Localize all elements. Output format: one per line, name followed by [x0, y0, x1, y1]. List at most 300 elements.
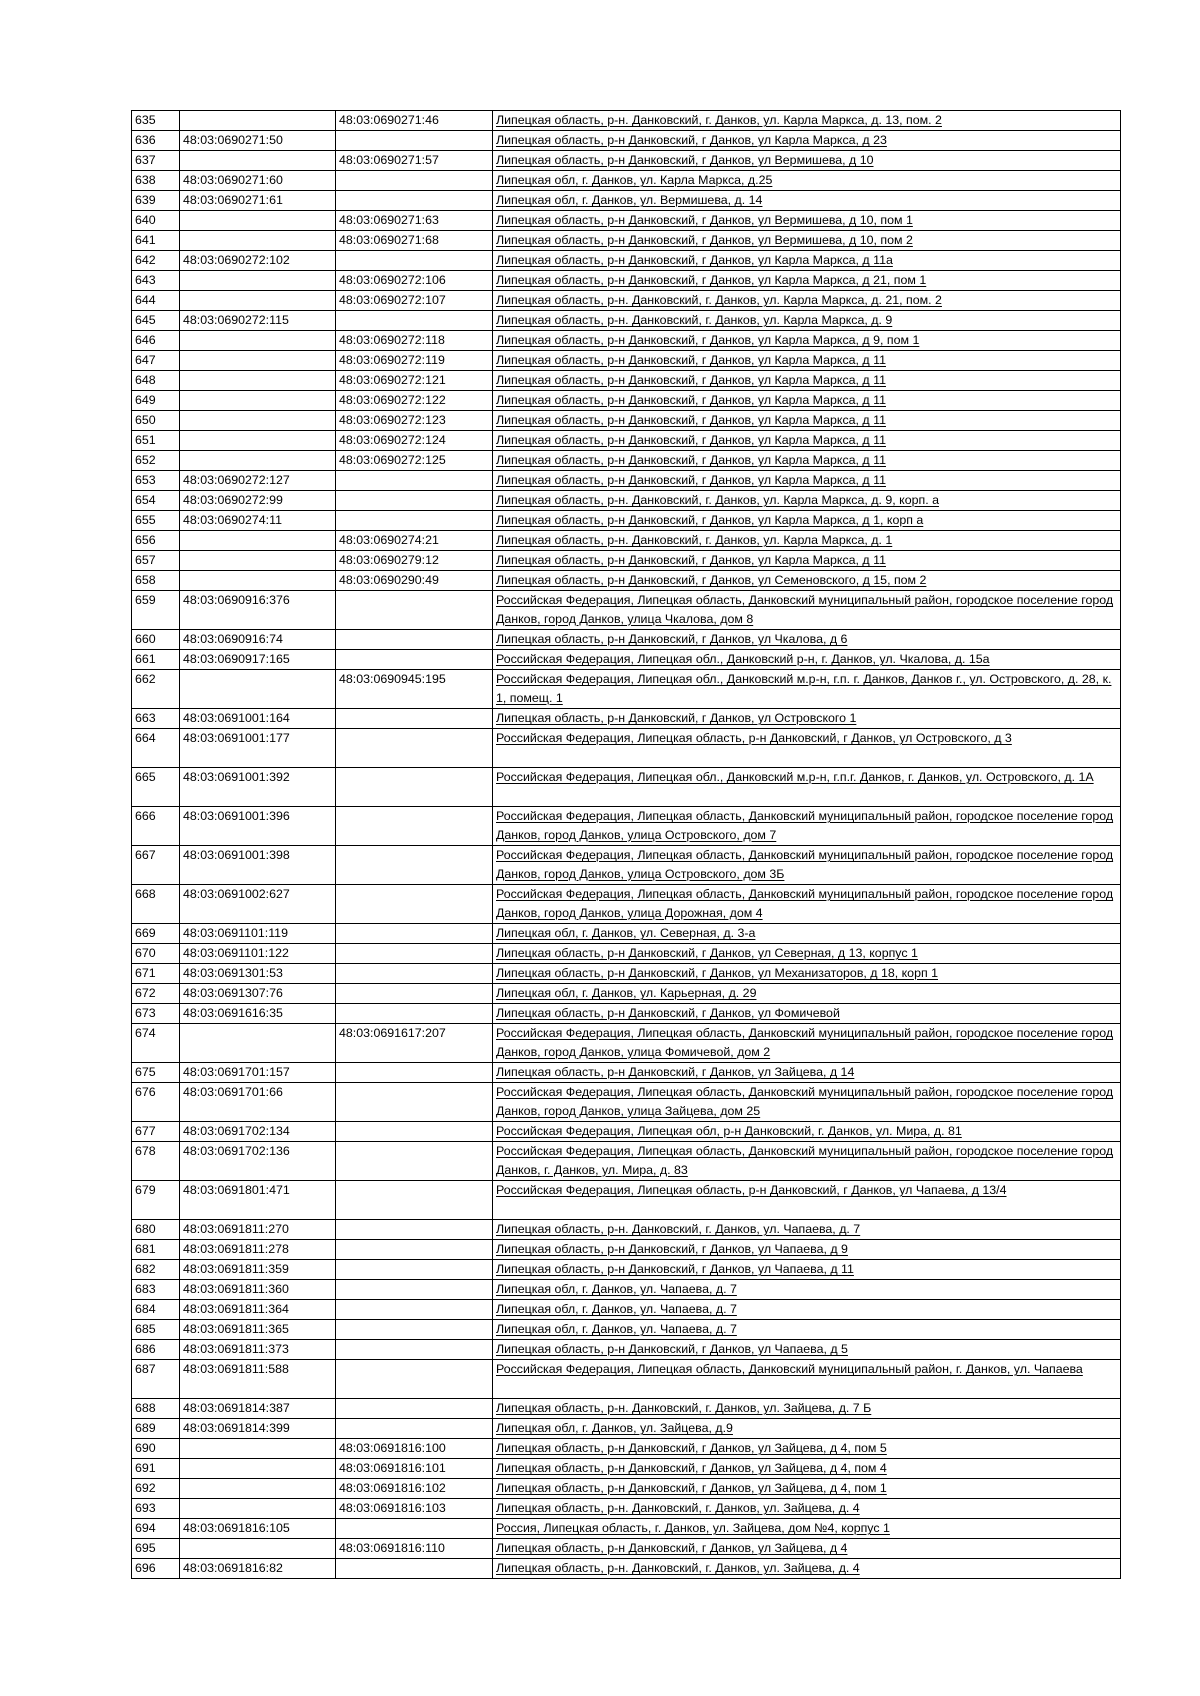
- row-number-cell: 661: [132, 650, 180, 670]
- address-cell: Липецкая область, р-н Данковский, г Данков, ул Карла Маркса, д 11: [493, 351, 1121, 371]
- land-cadastral-number-cell: 48:03:0691616:35: [180, 1004, 336, 1024]
- address-cell: Российская Федерация, Липецкая область, Данковский муниципальный район, городское поселение город Данков, г. Данков, ул. Мира, д. 83: [493, 1142, 1121, 1181]
- row-number-cell: 642: [132, 251, 180, 271]
- address-cell: Липецкая область, р-н Данковский, г Данков, ул Вермишева, д 10, пом 1: [493, 211, 1121, 231]
- table-row: [132, 1340, 1121, 1360]
- land-cadastral-number-cell: [180, 1499, 336, 1519]
- building-cadastral-number-cell: [336, 924, 493, 944]
- land-cadastral-number-cell: [180, 451, 336, 471]
- row-number-cell: 688: [132, 1399, 180, 1419]
- table-row: [132, 291, 1121, 311]
- address-cell: Липецкая область, р-н. Данковский, г. Данков, ул. Карла Маркса, д. 9, корп. а: [493, 491, 1121, 511]
- address-cell: Липецкая область, р-н. Данковский, г. Данков, ул. Зайцева, д. 4: [493, 1559, 1121, 1579]
- address-cell: Липецкая обл, г. Данков, ул. Вермишева, д. 14: [493, 191, 1121, 211]
- table-row: [132, 371, 1121, 391]
- building-cadastral-number-cell: 48:03:0691816:100: [336, 1439, 493, 1459]
- row-number-cell: 636: [132, 131, 180, 151]
- row-number-cell: 635: [132, 111, 180, 131]
- row-number-cell: 667: [132, 846, 180, 885]
- row-number-cell: 680: [132, 1220, 180, 1240]
- registry-body: [132, 111, 1121, 1579]
- land-cadastral-number-cell: 48:03:0691101:122: [180, 944, 336, 964]
- row-number-cell: 653: [132, 471, 180, 491]
- address-cell: Российская Федерация, Липецкая обл., Данковский м.р-н, г.п.г. Данков, г. Данков, ул. Островского, д. 1А: [493, 768, 1121, 807]
- row-number-cell: 677: [132, 1122, 180, 1142]
- land-cadastral-number-cell: 48:03:0690271:60: [180, 171, 336, 191]
- address-cell: Липецкая область, р-н Данковский, г Данков, ул Карла Маркса, д 11: [493, 371, 1121, 391]
- row-number-cell: 658: [132, 571, 180, 591]
- building-cadastral-number-cell: [336, 1240, 493, 1260]
- building-cadastral-number-cell: 48:03:0691617:207: [336, 1024, 493, 1063]
- table-row: [132, 1004, 1121, 1024]
- row-number-cell: 663: [132, 709, 180, 729]
- table-row: [132, 1539, 1121, 1559]
- row-number-cell: 674: [132, 1024, 180, 1063]
- building-cadastral-number-cell: 48:03:0691816:110: [336, 1539, 493, 1559]
- land-cadastral-number-cell: 48:03:0691001:177: [180, 729, 336, 768]
- address-cell: Липецкая область, р-н. Данковский, г. Данков, ул. Карла Маркса, д. 21, пом. 2: [493, 291, 1121, 311]
- building-cadastral-number-cell: [336, 1340, 493, 1360]
- row-number-cell: 665: [132, 768, 180, 807]
- row-number-cell: 637: [132, 151, 180, 171]
- land-cadastral-number-cell: 48:03:0691702:136: [180, 1142, 336, 1181]
- table-row: [132, 670, 1121, 709]
- land-cadastral-number-cell: 48:03:0691811:359: [180, 1260, 336, 1280]
- address-cell: Липецкая область, р-н Данковский, г Данков, ул Зайцева, д 4: [493, 1539, 1121, 1559]
- building-cadastral-number-cell: [336, 885, 493, 924]
- land-cadastral-number-cell: 48:03:0691814:399: [180, 1419, 336, 1439]
- address-cell: Липецкая область, р-н Данковский, г Данков, ул Карла Маркса, д 1, корп а: [493, 511, 1121, 531]
- row-number-cell: 692: [132, 1479, 180, 1499]
- address-cell: Российская Федерация, Липецкая область, Данковский муниципальный район, городское поселение город Данков, город Данков, улица Островского, дом 7: [493, 807, 1121, 846]
- table-row: [132, 411, 1121, 431]
- table-row: [132, 1399, 1121, 1419]
- row-number-cell: 664: [132, 729, 180, 768]
- building-cadastral-number-cell: [336, 1399, 493, 1419]
- row-number-cell: 666: [132, 807, 180, 846]
- row-number-cell: 670: [132, 944, 180, 964]
- address-cell: Липецкая область, р-н Данковский, г Данков, ул Островского 1: [493, 709, 1121, 729]
- land-cadastral-number-cell: [180, 331, 336, 351]
- building-cadastral-number-cell: [336, 1142, 493, 1181]
- building-cadastral-number-cell: [336, 1260, 493, 1280]
- land-cadastral-number-cell: 48:03:0690271:50: [180, 131, 336, 151]
- building-cadastral-number-cell: 48:03:0691816:103: [336, 1499, 493, 1519]
- row-number-cell: 683: [132, 1280, 180, 1300]
- table-row: [132, 944, 1121, 964]
- building-cadastral-number-cell: [336, 650, 493, 670]
- row-number-cell: 638: [132, 171, 180, 191]
- building-cadastral-number-cell: 48:03:0690271:63: [336, 211, 493, 231]
- building-cadastral-number-cell: [336, 191, 493, 211]
- building-cadastral-number-cell: [336, 1181, 493, 1220]
- land-cadastral-number-cell: 48:03:0691002:627: [180, 885, 336, 924]
- table-row: [132, 191, 1121, 211]
- row-number-cell: 673: [132, 1004, 180, 1024]
- row-number-cell: 689: [132, 1419, 180, 1439]
- row-number-cell: 682: [132, 1260, 180, 1280]
- row-number-cell: 655: [132, 511, 180, 531]
- building-cadastral-number-cell: 48:03:0690272:121: [336, 371, 493, 391]
- address-cell: Липецкая область, р-н Данковский, г Данков, ул Северная, д 13, корпус 1: [493, 944, 1121, 964]
- address-cell: Российская Федерация, Липецкая обл, р-н Данковский, г. Данков, ул. Мира, д. 81: [493, 1122, 1121, 1142]
- address-cell: Российская Федерация, Липецкая область, Данковский муниципальный район, городское поселение город Данков, город Данков, улица Чкалова, дом 8: [493, 591, 1121, 630]
- table-row: [132, 1063, 1121, 1083]
- address-cell: Российская Федерация, Липецкая область, р-н Данковский, г Данков, ул Чапаева, д 13/4: [493, 1181, 1121, 1220]
- row-number-cell: 671: [132, 964, 180, 984]
- address-cell: Липецкая область, р-н Данковский, г Данков, ул Карла Маркса, д 11: [493, 471, 1121, 491]
- row-number-cell: 685: [132, 1320, 180, 1340]
- address-cell: Липецкая область, р-н. Данковский, г. Данков, ул. Карла Маркса, д. 1: [493, 531, 1121, 551]
- address-cell: Российская Федерация, Липецкая обл., Данковский м.р-н, г.п. г. Данков, Данков г., ул. Островского, д. 28, к. 1, помещ. 1: [493, 670, 1121, 709]
- row-number-cell: 639: [132, 191, 180, 211]
- building-cadastral-number-cell: [336, 1122, 493, 1142]
- address-cell: Липецкая область, р-н Данковский, г Данков, ул Карла Маркса, д 11: [493, 391, 1121, 411]
- building-cadastral-number-cell: [336, 630, 493, 650]
- table-row: [132, 1360, 1121, 1399]
- land-cadastral-number-cell: 48:03:0690272:127: [180, 471, 336, 491]
- table-row: [132, 431, 1121, 451]
- table-row: [132, 768, 1121, 807]
- land-cadastral-number-cell: 48:03:0691811:360: [180, 1280, 336, 1300]
- address-cell: Липецкая обл, г. Данков, ул. Чапаева, д. 7: [493, 1300, 1121, 1320]
- property-registry-table: [131, 110, 1121, 1579]
- building-cadastral-number-cell: 48:03:0690290:49: [336, 571, 493, 591]
- table-row: [132, 1280, 1121, 1300]
- land-cadastral-number-cell: [180, 411, 336, 431]
- row-number-cell: 644: [132, 291, 180, 311]
- table-row: [132, 311, 1121, 331]
- building-cadastral-number-cell: [336, 1320, 493, 1340]
- row-number-cell: 640: [132, 211, 180, 231]
- building-cadastral-number-cell: [336, 709, 493, 729]
- row-number-cell: 651: [132, 431, 180, 451]
- table-row: [132, 1419, 1121, 1439]
- table-row: [132, 1479, 1121, 1499]
- row-number-cell: 687: [132, 1360, 180, 1399]
- land-cadastral-number-cell: [180, 151, 336, 171]
- land-cadastral-number-cell: 48:03:0691816:105: [180, 1519, 336, 1539]
- address-cell: Российская Федерация, Липецкая область, р-н Данковский, г Данков, ул Островского, д 3: [493, 729, 1121, 768]
- table-row: [132, 1220, 1121, 1240]
- building-cadastral-number-cell: 48:03:0690279:12: [336, 551, 493, 571]
- table-row: [132, 1122, 1121, 1142]
- land-cadastral-number-cell: 48:03:0691811:364: [180, 1300, 336, 1320]
- building-cadastral-number-cell: [336, 1063, 493, 1083]
- address-cell: Липецкая область, р-н Данковский, г Данков, ул Карла Маркса, д 23: [493, 131, 1121, 151]
- address-cell: Липецкая область, р-н Данковский, г Данков, ул Зайцева, д 4, пом 5: [493, 1439, 1121, 1459]
- building-cadastral-number-cell: [336, 1360, 493, 1399]
- table-row: [132, 271, 1121, 291]
- table-row: [132, 571, 1121, 591]
- land-cadastral-number-cell: 48:03:0690916:376: [180, 591, 336, 630]
- row-number-cell: 668: [132, 885, 180, 924]
- building-cadastral-number-cell: [336, 1559, 493, 1579]
- land-cadastral-number-cell: [180, 231, 336, 251]
- land-cadastral-number-cell: 48:03:0691001:164: [180, 709, 336, 729]
- row-number-cell: 648: [132, 371, 180, 391]
- table-row: [132, 1260, 1121, 1280]
- row-number-cell: 676: [132, 1083, 180, 1122]
- row-number-cell: 657: [132, 551, 180, 571]
- land-cadastral-number-cell: 48:03:0691811:373: [180, 1340, 336, 1360]
- building-cadastral-number-cell: 48:03:0690272:125: [336, 451, 493, 471]
- table-row: [132, 151, 1121, 171]
- table-row: [132, 1439, 1121, 1459]
- land-cadastral-number-cell: [180, 531, 336, 551]
- address-cell: Российская Федерация, Липецкая область, Данковский муниципальный район, городское поселение город Данков, город Данков, улица Зайцева, дом 25: [493, 1083, 1121, 1122]
- address-cell: Липецкая область, р-н Данковский, г Данков, ул Чапаева, д 11: [493, 1260, 1121, 1280]
- building-cadastral-number-cell: [336, 1419, 493, 1439]
- land-cadastral-number-cell: 48:03:0691702:134: [180, 1122, 336, 1142]
- table-row: [132, 1240, 1121, 1260]
- address-cell: Российская Федерация, Липецкая область, Данковский муниципальный район, городское поселение город Данков, город Данков, улица Фомичевой, дом 2: [493, 1024, 1121, 1063]
- address-cell: Липецкая область, р-н. Данковский, г. Данков, ул. Чапаева, д. 7: [493, 1220, 1121, 1240]
- row-number-cell: 647: [132, 351, 180, 371]
- row-number-cell: 678: [132, 1142, 180, 1181]
- table-row: [132, 551, 1121, 571]
- table-row: [132, 1300, 1121, 1320]
- row-number-cell: 693: [132, 1499, 180, 1519]
- building-cadastral-number-cell: [336, 251, 493, 271]
- table-row: [132, 231, 1121, 251]
- address-cell: Липецкая область, р-н Данковский, г Данков, ул Вермишева, д 10: [493, 151, 1121, 171]
- building-cadastral-number-cell: 48:03:0690271:68: [336, 231, 493, 251]
- address-cell: Липецкая область, р-н Данковский, г Данков, ул Вермишева, д 10, пом 2: [493, 231, 1121, 251]
- table-row: [132, 630, 1121, 650]
- land-cadastral-number-cell: [180, 351, 336, 371]
- table-row: [132, 650, 1121, 670]
- table-row: [132, 1024, 1121, 1063]
- building-cadastral-number-cell: [336, 1280, 493, 1300]
- row-number-cell: 649: [132, 391, 180, 411]
- land-cadastral-number-cell: 48:03:0691811:588: [180, 1360, 336, 1399]
- address-cell: Российская Федерация, Липецкая обл., Данковский р-н, г. Данков, ул. Чкалова, д. 15а: [493, 650, 1121, 670]
- land-cadastral-number-cell: [180, 1539, 336, 1559]
- land-cadastral-number-cell: [180, 431, 336, 451]
- land-cadastral-number-cell: [180, 1459, 336, 1479]
- land-cadastral-number-cell: 48:03:0690916:74: [180, 630, 336, 650]
- land-cadastral-number-cell: 48:03:0691811:365: [180, 1320, 336, 1340]
- row-number-cell: 643: [132, 271, 180, 291]
- land-cadastral-number-cell: 48:03:0691101:119: [180, 924, 336, 944]
- address-cell: Российская Федерация, Липецкая область, Данковский муниципальный район, городское поселение город Данков, город Данков, улица Дорожная, дом 4: [493, 885, 1121, 924]
- table-row: [132, 211, 1121, 231]
- table-row: [132, 591, 1121, 630]
- table-row: [132, 491, 1121, 511]
- building-cadastral-number-cell: 48:03:0690271:57: [336, 151, 493, 171]
- building-cadastral-number-cell: [336, 846, 493, 885]
- row-number-cell: 659: [132, 591, 180, 630]
- table-row: [132, 807, 1121, 846]
- table-row: [132, 885, 1121, 924]
- row-number-cell: 696: [132, 1559, 180, 1579]
- address-cell: Липецкая обл, г. Данков, ул. Чапаева, д. 7: [493, 1280, 1121, 1300]
- address-cell: Липецкая область, р-н Данковский, г Данков, ул Карла Маркса, д 11: [493, 411, 1121, 431]
- address-cell: Липецкая область, р-н. Данковский, г. Данков, ул. Карла Маркса, д. 13, пом. 2: [493, 111, 1121, 131]
- address-cell: Липецкая область, р-н Данковский, г Данков, ул Чапаева, д 9: [493, 1240, 1121, 1260]
- land-cadastral-number-cell: [180, 670, 336, 709]
- land-cadastral-number-cell: [180, 211, 336, 231]
- building-cadastral-number-cell: [336, 729, 493, 768]
- row-number-cell: 686: [132, 1340, 180, 1360]
- building-cadastral-number-cell: 48:03:0690945:195: [336, 670, 493, 709]
- table-row: [132, 1559, 1121, 1579]
- row-number-cell: 660: [132, 630, 180, 650]
- table-row: [132, 1181, 1121, 1220]
- table-row: [132, 331, 1121, 351]
- row-number-cell: 679: [132, 1181, 180, 1220]
- building-cadastral-number-cell: 48:03:0690272:107: [336, 291, 493, 311]
- building-cadastral-number-cell: [336, 944, 493, 964]
- land-cadastral-number-cell: [180, 391, 336, 411]
- building-cadastral-number-cell: 48:03:0690272:123: [336, 411, 493, 431]
- table-row: [132, 1499, 1121, 1519]
- address-cell: Липецкая область, р-н Данковский, г Данков, ул Карла Маркса, д 11а: [493, 251, 1121, 271]
- address-cell: Липецкая область, р-н Данковский, г Данков, ул Зайцева, д 4, пом 1: [493, 1479, 1121, 1499]
- building-cadastral-number-cell: [336, 1004, 493, 1024]
- row-number-cell: 675: [132, 1063, 180, 1083]
- land-cadastral-number-cell: [180, 1024, 336, 1063]
- building-cadastral-number-cell: 48:03:0690272:124: [336, 431, 493, 451]
- building-cadastral-number-cell: 48:03:0690272:122: [336, 391, 493, 411]
- building-cadastral-number-cell: [336, 471, 493, 491]
- land-cadastral-number-cell: 48:03:0691307:76: [180, 984, 336, 1004]
- land-cadastral-number-cell: 48:03:0691001:396: [180, 807, 336, 846]
- table-row: [132, 1142, 1121, 1181]
- table-row: [132, 351, 1121, 371]
- table-row: [132, 1320, 1121, 1340]
- row-number-cell: 695: [132, 1539, 180, 1559]
- address-cell: Липецкая область, р-н Данковский, г Данков, ул Зайцева, д 4, пом 4: [493, 1459, 1121, 1479]
- land-cadastral-number-cell: 48:03:0691811:270: [180, 1220, 336, 1240]
- row-number-cell: 694: [132, 1519, 180, 1539]
- building-cadastral-number-cell: 48:03:0691816:101: [336, 1459, 493, 1479]
- address-cell: Липецкая область, р-н Данковский, г Данков, ул Карла Маркса, д 11: [493, 431, 1121, 451]
- table-row: [132, 511, 1121, 531]
- land-cadastral-number-cell: [180, 291, 336, 311]
- land-cadastral-number-cell: 48:03:0690272:99: [180, 491, 336, 511]
- address-cell: Липецкая область, р-н Данковский, г Данков, ул Карла Маркса, д 11: [493, 551, 1121, 571]
- table-row: [132, 729, 1121, 768]
- building-cadastral-number-cell: [336, 1083, 493, 1122]
- building-cadastral-number-cell: 48:03:0691816:102: [336, 1479, 493, 1499]
- row-number-cell: 669: [132, 924, 180, 944]
- land-cadastral-number-cell: 48:03:0690917:165: [180, 650, 336, 670]
- table-row: [132, 846, 1121, 885]
- building-cadastral-number-cell: [336, 171, 493, 191]
- row-number-cell: 645: [132, 311, 180, 331]
- land-cadastral-number-cell: [180, 271, 336, 291]
- land-cadastral-number-cell: 48:03:0690272:102: [180, 251, 336, 271]
- building-cadastral-number-cell: 48:03:0690272:119: [336, 351, 493, 371]
- address-cell: Липецкая обл, г. Данков, ул. Карьерная, д. 29: [493, 984, 1121, 1004]
- land-cadastral-number-cell: [180, 551, 336, 571]
- table-row: [132, 964, 1121, 984]
- building-cadastral-number-cell: [336, 511, 493, 531]
- address-cell: Липецкая обл, г. Данков, ул. Зайцева, д.9: [493, 1419, 1121, 1439]
- address-cell: Липецкая область, р-н Данковский, г Данков, ул Зайцева, д 14: [493, 1063, 1121, 1083]
- land-cadastral-number-cell: 48:03:0691301:53: [180, 964, 336, 984]
- table-row: [132, 924, 1121, 944]
- address-cell: Липецкая обл, г. Данков, ул. Карла Маркса, д.25: [493, 171, 1121, 191]
- table-row: [132, 451, 1121, 471]
- table-row: [132, 251, 1121, 271]
- row-number-cell: 650: [132, 411, 180, 431]
- building-cadastral-number-cell: [336, 964, 493, 984]
- row-number-cell: 641: [132, 231, 180, 251]
- building-cadastral-number-cell: [336, 311, 493, 331]
- building-cadastral-number-cell: [336, 768, 493, 807]
- table-row: [132, 391, 1121, 411]
- row-number-cell: 672: [132, 984, 180, 1004]
- building-cadastral-number-cell: [336, 1220, 493, 1240]
- address-cell: Липецкая область, р-н Данковский, г Данков, ул Механизаторов, д 18, корп 1: [493, 964, 1121, 984]
- building-cadastral-number-cell: [336, 591, 493, 630]
- table-row: [132, 171, 1121, 191]
- address-cell: Липецкая область, р-н. Данковский, г. Данков, ул. Зайцева, д. 7 Б: [493, 1399, 1121, 1419]
- table-row: [132, 131, 1121, 151]
- land-cadastral-number-cell: 48:03:0691701:157: [180, 1063, 336, 1083]
- address-cell: Липецкая область, р-н. Данковский, г. Данков, ул. Карла Маркса, д. 9: [493, 311, 1121, 331]
- address-cell: Липецкая область, р-н Данковский, г Данков, ул Чапаева, д 5: [493, 1340, 1121, 1360]
- table-row: [132, 1519, 1121, 1539]
- building-cadastral-number-cell: 48:03:0690274:21: [336, 531, 493, 551]
- land-cadastral-number-cell: 48:03:0691814:387: [180, 1399, 336, 1419]
- row-number-cell: 684: [132, 1300, 180, 1320]
- building-cadastral-number-cell: 48:03:0690271:46: [336, 111, 493, 131]
- land-cadastral-number-cell: 48:03:0691701:66: [180, 1083, 336, 1122]
- address-cell: Липецкая область, р-н. Данковский, г. Данков, ул. Зайцева, д. 4: [493, 1499, 1121, 1519]
- building-cadastral-number-cell: [336, 807, 493, 846]
- land-cadastral-number-cell: 48:03:0691801:471: [180, 1181, 336, 1220]
- address-cell: Липецкая обл, г. Данков, ул. Северная, д. 3-а: [493, 924, 1121, 944]
- address-cell: Липецкая область, р-н Данковский, г Данков, ул Фомичевой: [493, 1004, 1121, 1024]
- address-cell: Россия, Липецкая область, г. Данков, ул. Зайцева, дом №4, корпус 1: [493, 1519, 1121, 1539]
- row-number-cell: 646: [132, 331, 180, 351]
- table-row: [132, 531, 1121, 551]
- row-number-cell: 662: [132, 670, 180, 709]
- building-cadastral-number-cell: 48:03:0690272:106: [336, 271, 493, 291]
- land-cadastral-number-cell: [180, 571, 336, 591]
- land-cadastral-number-cell: 48:03:0691001:392: [180, 768, 336, 807]
- row-number-cell: 654: [132, 491, 180, 511]
- address-cell: Липецкая область, р-н Данковский, г Данков, ул Чкалова, д 6: [493, 630, 1121, 650]
- table-row: [132, 1083, 1121, 1122]
- table-row: [132, 984, 1121, 1004]
- land-cadastral-number-cell: [180, 1439, 336, 1459]
- land-cadastral-number-cell: [180, 1479, 336, 1499]
- building-cadastral-number-cell: 48:03:0690272:118: [336, 331, 493, 351]
- land-cadastral-number-cell: [180, 111, 336, 131]
- row-number-cell: 681: [132, 1240, 180, 1260]
- address-cell: Липецкая область, р-н Данковский, г Данков, ул Карла Маркса, д 21, пом 1: [493, 271, 1121, 291]
- land-cadastral-number-cell: 48:03:0690274:11: [180, 511, 336, 531]
- building-cadastral-number-cell: [336, 1519, 493, 1539]
- address-cell: Российская Федерация, Липецкая область, Данковский муниципальный район, г. Данков, ул. Чапаева: [493, 1360, 1121, 1399]
- row-number-cell: 690: [132, 1439, 180, 1459]
- land-cadastral-number-cell: 48:03:0690271:61: [180, 191, 336, 211]
- building-cadastral-number-cell: [336, 1300, 493, 1320]
- table-row: [132, 1459, 1121, 1479]
- land-cadastral-number-cell: 48:03:0691811:278: [180, 1240, 336, 1260]
- row-number-cell: 691: [132, 1459, 180, 1479]
- land-cadastral-number-cell: [180, 371, 336, 391]
- building-cadastral-number-cell: [336, 131, 493, 151]
- table-row: [132, 709, 1121, 729]
- row-number-cell: 656: [132, 531, 180, 551]
- address-cell: Липецкая область, р-н Данковский, г Данков, ул Карла Маркса, д 11: [493, 451, 1121, 471]
